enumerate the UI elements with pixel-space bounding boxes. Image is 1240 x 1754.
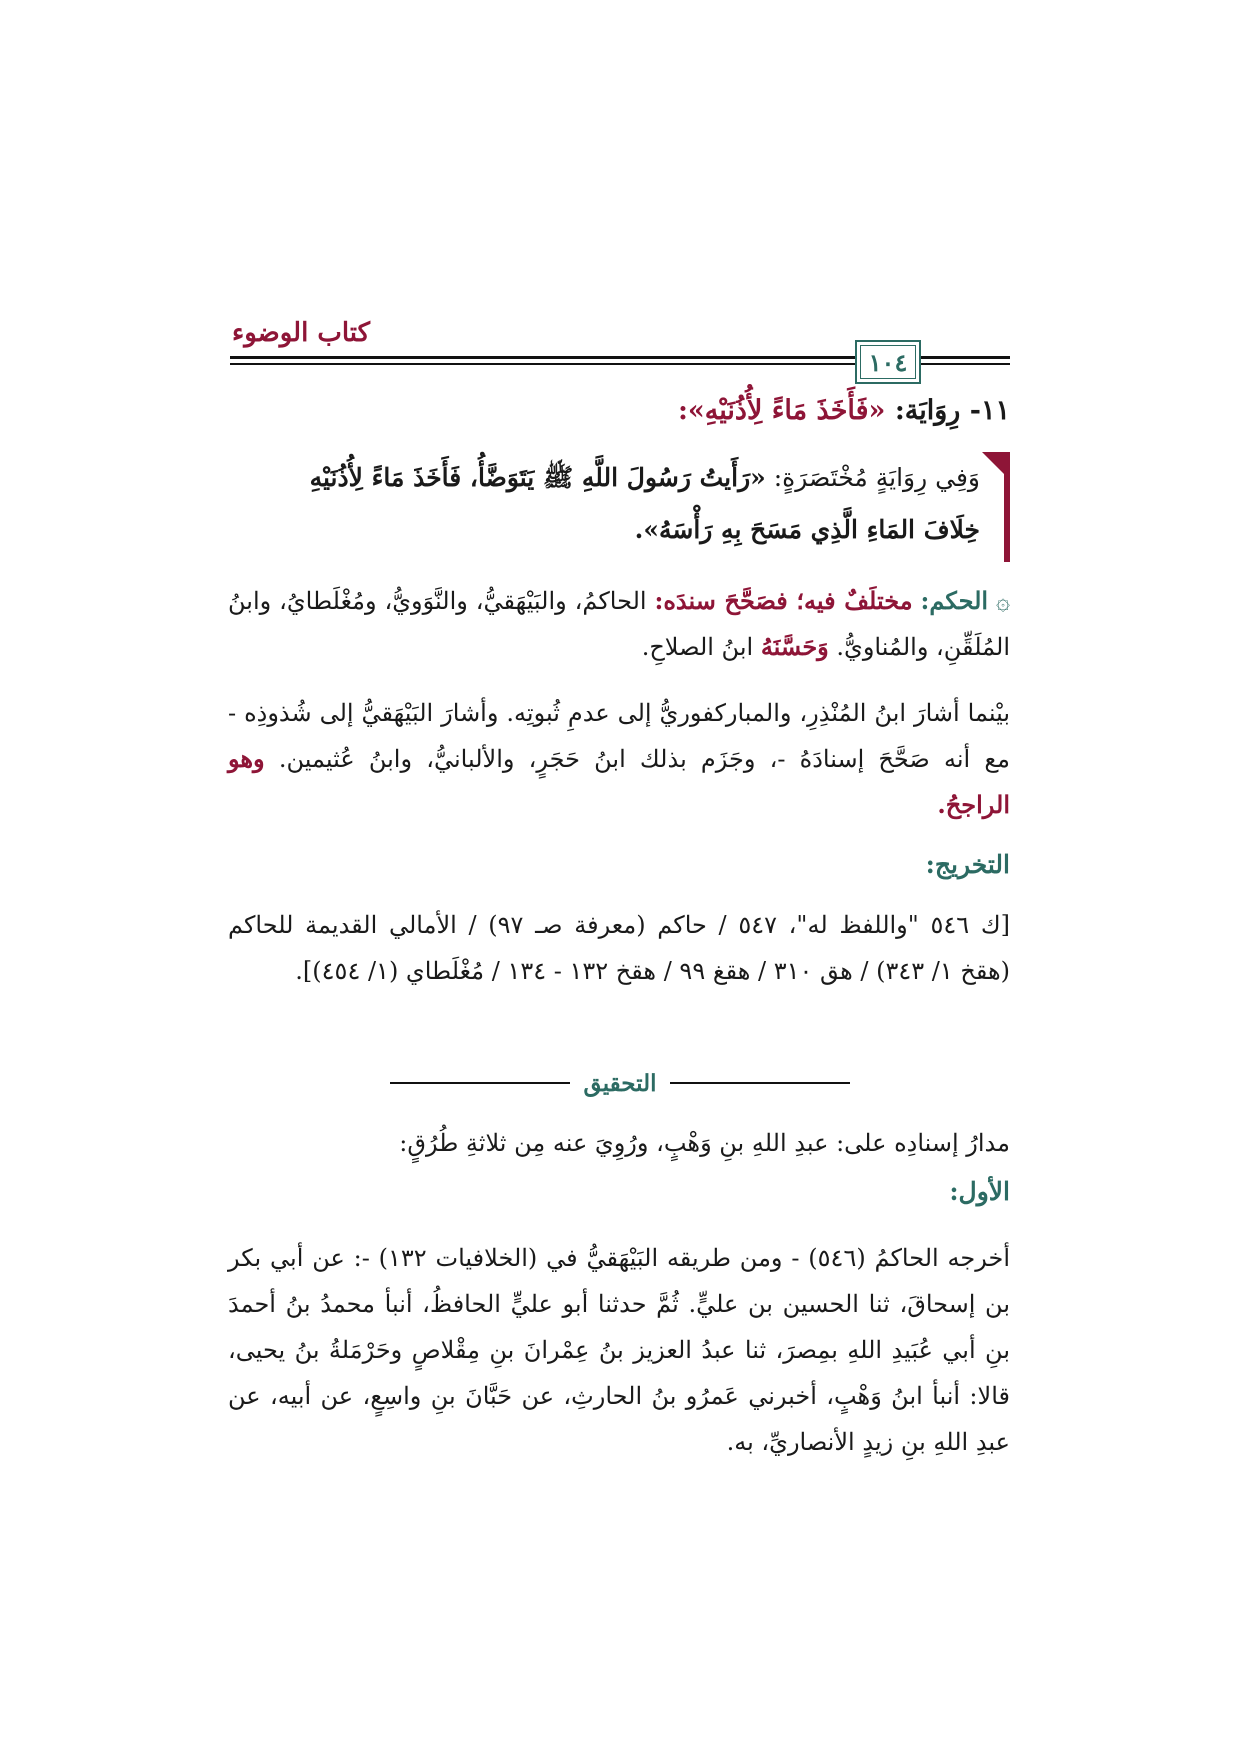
ruling-verdict: مختلَفٌ فيه؛ فصَحَّحَ سندَه:: [654, 586, 913, 615]
header-rule: [230, 356, 855, 359]
hadith-quote-1: «رَأَيتُ رَسُولَ اللَّهِ ﷺ يَتَوَضَّأُ، فَأَخَذَ مَاءً لِأُذُنَيْهِ: [309, 463, 766, 492]
hadith-intro: وَفِي رِوَايَةٍ مُخْتَصَرَةٍ:: [773, 463, 980, 492]
divider-line-left: [390, 1082, 570, 1084]
opinion-text: بيْنما أشارَ ابنُ المُنْذِرِ، والمباركفوريُّ إلى عدمِ ثُبوتِه. وأشارَ البَيْهَقيُّ إلى شُذوذِه - مع أنه صَحَّحَ إسنادَهُ -، وجَزَم بذلك ابنُ حَجَرٍ، والألبانيُّ، وابنُ عُثيمين.: [228, 699, 1010, 773]
hadith-quote-2: خِلَافَ المَاءِ الَّذِي مَسَحَ بِهِ رَأْسَهُ».: [634, 515, 980, 544]
divider-line-right: [670, 1082, 850, 1084]
takhrij-label: التخريج:: [925, 850, 1010, 879]
tahqiq-label: التحقيق: [583, 1069, 657, 1097]
page-number-text: ١٠٤: [868, 347, 908, 377]
ruling-line1: الحاكمُ، والبَيْهَقيُّ، والنَّوَويُّ،: [384, 587, 647, 615]
takhrij-text: [ك ٥٤٦ "واللفظ له"، ٥٤٧ / حاكم (معرفة صـ ٩٧) / الأمالي القديمة للحاكم (هقخ ١/ ٣٤٣) / هق ٣١٠ / هقغ ٩٩ / هقخ ١٣٢ - ١٣٤ / مُغْلَطاي (١/ ٤٥٤)].: [228, 911, 1011, 985]
opinion-paragraph: [228, 690, 1010, 828]
heading-number: ١١-: [969, 395, 1010, 426]
ruling-hassan-rest: ابنُ الصلاحِ.: [641, 633, 754, 661]
tahqiq-intro: مدارُ إسنادِه على: عبدِ اللهِ بنِ وَهْبٍ، ورُوِيَ عنه مِن ثلاثةِ طُرُقٍ:: [399, 1129, 1010, 1157]
first-text: أخرجه الحاكمُ (٥٤٦) - ومن طريقه البَيْهَقيُّ في (الخلافيات ١٣٢) -: عن أبي بكر بن إسحاقَ، ثنا الحسين بن عليٍّ. ثُمَّ حدثنا أبو عليٍّ الحافظُ، أنبأ محمدُ بنُ أحمدَ بنِ أبي عُبَيدِ اللهِ بمِصرَ، ثنا عبدُ العزيز بنُ عِمْرانَ بنِ مِقْلاصٍ وحَرْمَلةُ بنُ يحيى، قالا: أنبأ ابنُ وَهْبٍ، أخبرني عَمرُو بنُ الحارثِ، عن حَبَّانَ بنِ واسِعٍ، عن أبيه، عن عبدِ اللهِ بنِ زيدٍ الأنصاريِّ، به.: [228, 1244, 1010, 1456]
ruling-paragraph: [228, 578, 1010, 670]
ruling-icon: ۞: [995, 587, 1011, 615]
opinion-preferred: وهو الراجحُ.: [228, 744, 1010, 819]
header-rule-thin: [230, 363, 855, 365]
ruling-label: الحكم:: [920, 586, 989, 615]
header-rule-right: [921, 356, 1010, 359]
heading-prefix: رِوَايَة:: [894, 395, 961, 426]
tahqiq-divider: [390, 1068, 850, 1098]
book-title: كتاب الوضوء: [232, 318, 370, 348]
heading-quote: «فَأَخَذَ مَاءً لِأُذُنَيْهِ»:: [677, 395, 886, 426]
section-heading: [228, 395, 1010, 426]
ruling-line2: ومُغْلَطايُ، وابنُ المُلَقِّنِ، والمُناويُّ.: [228, 587, 1010, 661]
page-number: [855, 340, 921, 384]
hadith-text: [228, 452, 1010, 556]
first-label: الأول:: [949, 1177, 1010, 1206]
header-rule-right-thin: [921, 363, 1010, 365]
ruling-hassan: وَحَسَّنَهُ: [760, 632, 829, 661]
